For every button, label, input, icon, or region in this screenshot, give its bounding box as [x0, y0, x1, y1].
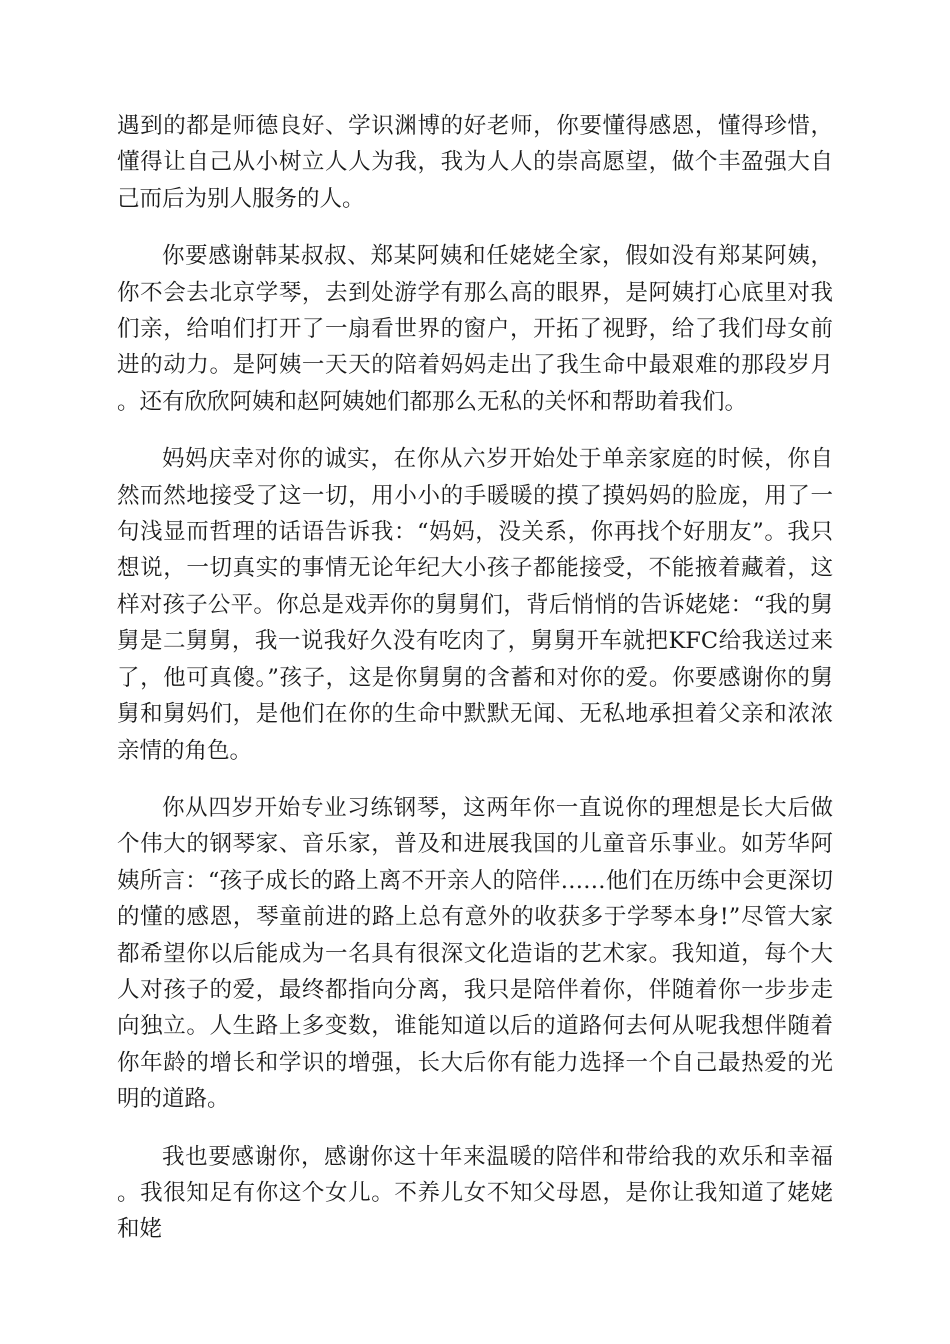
document-page [117, 108, 833, 1269]
paragraph-3: 妈妈庆幸对你的诚实，在你从六岁开始处于单亲家庭的时候，你自然而然地接受了这一切，用小小的手暖暖的摸了摸妈妈的脸庞，用了一句浅显而哲理的话语告诉我：“妈妈，没关系，你再找个好朋友”。我只想说，一切真实的事情无论年纪大小孩子都能接受，不能掖着藏着，这样对孩子公平。你总是戏弄你的舅舅们，背后悄悄的告诉姥姥：“我的舅舅是二舅舅，我一说我好久没有吃肉了，舅舅开车就把KFC给我送过来了，他可真傻。”孩子，这是你舅舅的含蓄和对你的爱。你要感谢你的舅舅和舅妈们，是他们在你的生命中默默无闻、无私地承担着父亲和浓浓亲情的角色。 [117, 446, 833, 764]
paragraph-1: 遇到的都是师德良好、学识渊博的好老师，你要懂得感恩，懂得珍惜，懂得让自己从小树立人人为我，我为人人的崇高愿望，做个丰盈强大自己而后为别人服务的人。 [117, 113, 833, 212]
paragraph-5: 我也要感谢你，感谢你这十年来温暖的陪伴和带给我的欢乐和幸福。我很知足有你这个女儿。不养儿女不知父母恩，是你让我知道了姥姥和姥 [117, 1143, 833, 1243]
paragraph-4: 你从四岁开始专业习练钢琴，这两年你一直说你的理想是长大后做个伟大的钢琴家、音乐家，普及和进展我国的儿童音乐事业。如芳华阿姨所言：“孩子成长的路上离不开亲人的陪伴……他们在历练中会更深切的懂的感恩，琴童前进的路上总有意外的收获多于学琴本身!”尽管大家都希望你以后能成为一名具有很深文化造诣的艺术家。我知道，每个大人对孩子的爱，最终都指向分离，我只是陪伴着你，伴随着你一步步走向独立。人生路上多变数，谁能知道以后的道路何去何从呢我想伴随着你年龄的增长和学识的增强，长大后你有能力选择一个自己最热爱的光明的道路。 [117, 794, 833, 1113]
paragraph-2: 你要感谢韩某叔叔、郑某阿姨和任姥姥全家，假如没有郑某阿姨，你不会去北京学琴，去到处游学有那么高的眼界，是阿姨打心底里对我们亲，给咱们打开了一扇看世界的窗户，开拓了视野，给了我们母女前进的动力。是阿姨一天天的陪着妈妈走出了我生命中最艰难的那段岁月。还有欣欣阿姨和赵阿姨她们都那么无私的关怀和帮助着我们。 [117, 243, 833, 415]
